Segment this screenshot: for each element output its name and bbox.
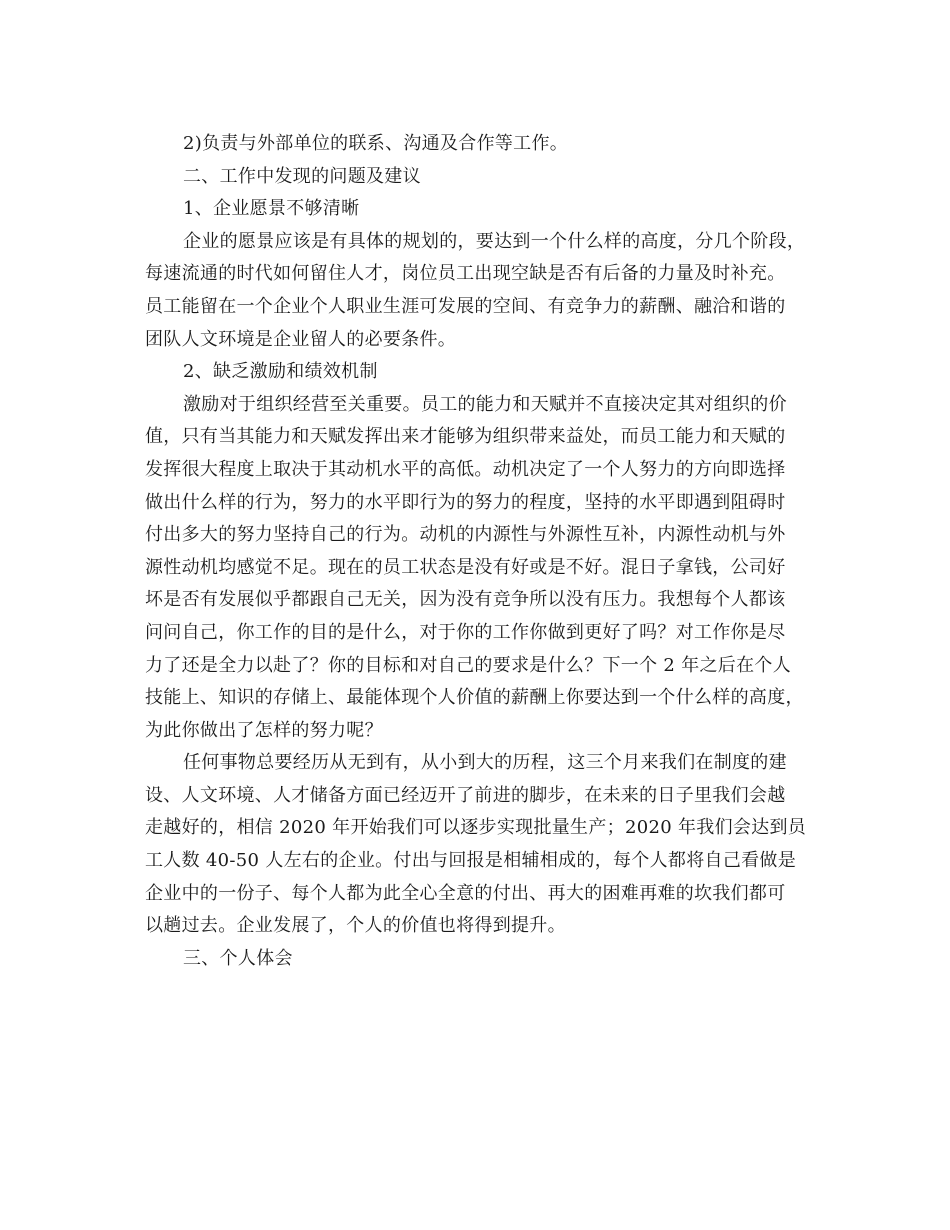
text-line: 走越好的，相信 2020 年开始我们可以逐步实现批量生产；2020 年我们会达到员 [145,817,807,839]
text-line: 以趟过去。企业发展了，个人的价值也将得到提升。 [145,915,566,937]
text-line: 做出什么样的行为，努力的水平即行为的努力的程度，坚持的水平即遇到阻碍时 [145,491,786,513]
text-line: 付出多大的努力坚持自己的行为。动机的内源性与外源性互补，内源性动机与外 [145,524,786,546]
text-line: 每速流通的时代如何留住人才，岗位员工出现空缺是否有后备的力量及时补充。 [145,263,786,285]
text-line: 员工能留在一个企业个人职业生涯可发展的空间、有竞争力的薪酬、融洽和谐的 [145,295,786,317]
section-heading: 三、个人体会 [183,947,293,969]
text-line: 力了还是全力以赴了？你的目标和对自己的要求是什么？下一个 2 年之后在个人 [145,654,791,676]
text-line: 团队人文环境是企业留人的必要条件。 [145,328,457,350]
text-line: 企业中的一份子、每个人都为此全心全意的付出、再大的困难再难的坎我们都可 [145,882,786,904]
subsection-heading: 2、缺乏激励和绩效机制 [183,361,378,383]
text-line: 问问自己，你工作的目的是什么，对于你的工作你做到更好了吗？对工作你是尽 [145,621,786,643]
text-line: 2)负责与外部单位的联系、沟通及合作等工作。 [183,133,569,154]
text-line: 为此你做出了怎样的努力呢？ [145,719,383,741]
subsection-heading: 1、企业愿景不够清晰 [183,198,360,220]
text-line: 任何事物总要经历从无到有，从小到大的历程，这三个月来我们在制度的建 [183,752,787,774]
text-line: 发挥很大程度上取决于其动机水平的高低。动机决定了一个人努力的方向即选择 [145,458,786,480]
text-line: 工人数 40-50 人左右的企业。付出与回报是相辅相成的，每个人都将自己看做是 [145,850,797,872]
text-line: 值，只有当其能力和天赋发挥出来才能够为组织带来益处，而员工能力和天赋的 [145,426,786,448]
text-line: 技能上、知识的存储上、最能体现个人价值的薪酬上你要达到一个什么样的高度， [145,687,804,709]
text-line: 激励对于组织经营至关重要。员工的能力和天赋并不直接决定其对组织的价 [183,393,787,415]
text-line: 设、人文环境、人才储备方面已经迈开了前进的脚步，在未来的日子里我们会越 [145,784,786,806]
text-line: 企业的愿景应该是有具体的规划的，要达到一个什么样的高度，分几个阶段， [183,230,806,252]
text-line: 源性动机均感觉不足。现在的员工状态是没有好或是不好。混日子拿钱，公司好 [145,556,786,578]
section-heading: 二、工作中发现的问题及建议 [183,165,421,187]
document-body [145,128,810,975]
text-line: 坏是否有发展似乎都跟自己无关，因为没有竞争所以没有压力。我想每个人都该 [145,589,786,611]
